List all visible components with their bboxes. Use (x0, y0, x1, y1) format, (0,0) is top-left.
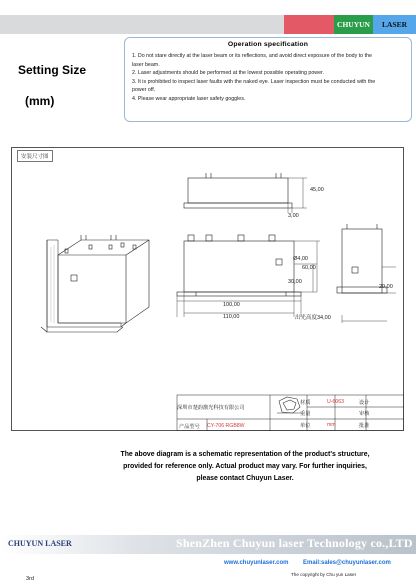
operation-spec-line: laser beam. (132, 61, 160, 68)
footer-brand: CHUYUN LASER (8, 539, 72, 548)
dim-100: 100,00 (223, 302, 240, 308)
footer-company: ShenZhen Chuyun laser Technology co.,LTD (176, 536, 413, 550)
operation-spec-line: 2. Laser adjustments should be performed at the lowest possible operating power. (132, 70, 324, 76)
operation-spec-line: power off. (132, 87, 156, 93)
title-block (177, 395, 404, 431)
disclaimer (100, 449, 390, 485)
operation-spec-list (132, 52, 408, 103)
material-label: 材质 (300, 400, 311, 406)
drawing-label: 安装尺寸图 (17, 150, 53, 162)
isometric-hatch (51, 245, 54, 323)
dim-3: 3,00 (288, 213, 299, 219)
header-brand-chuyun: CHUYUN (334, 15, 373, 34)
dim-4: Ø4,00 (293, 256, 308, 262)
operation-spec-line: 4. Please wear appropriate laser safety goggles. (132, 95, 246, 102)
disclaimer-line: The above diagram is a schematic representation of the product's structure, (120, 451, 370, 458)
dim-110: 110,00 (223, 314, 240, 320)
page-number: 3rd (26, 576, 34, 582)
footer-email-link[interactable]: Email:sales@chuyunlaser.com (303, 560, 391, 566)
header-red-tab (284, 15, 334, 34)
operation-spec-box (124, 37, 412, 122)
operation-spec-line: 3. It is prohibited to inspect laser faults with the naked eye. Laser inspection must be conducted with the (132, 78, 376, 85)
design-label: 设计 (359, 400, 370, 406)
operation-spec-line: 1. Do not stare directly at the laser beam or its reflections, and avoid direct exposure of the body to the (132, 53, 372, 59)
product-model-value: CY-706 RGB8W (207, 423, 245, 429)
product-model-label: 产品型号 (179, 424, 200, 430)
dim-45: 45,00 (310, 187, 324, 193)
dim-20: 20,00 (379, 284, 393, 290)
dimension-lines (177, 241, 387, 323)
operation-spec-title: Operation specification (227, 41, 309, 48)
setting-size-heading: Setting Size (18, 63, 87, 77)
isometric-view (41, 235, 149, 332)
disclaimer-line: provided for reference only. Actual product may vary. For further inquiries, (123, 463, 367, 470)
dim-60: 60,00 (302, 265, 316, 271)
unit-label: 单位 (300, 423, 311, 429)
side-view (337, 224, 396, 293)
technical-drawing (11, 147, 404, 431)
front-view (177, 235, 301, 296)
footer-website-link[interactable]: www.chuyunlaser.com (224, 560, 289, 566)
header-brand-laser: LASER (373, 15, 416, 34)
dim-34: 出光高度34,00 (295, 315, 331, 321)
top-view (184, 173, 307, 213)
disclaimer-line: please contact Chuyun Laser. (196, 475, 294, 482)
material-value: U-6063 (327, 399, 345, 405)
company-name: 深圳市楚韵激光科技有限公司 (177, 405, 245, 411)
footer-copyright: The copyright by Chu yun Laser (291, 572, 357, 577)
review-label: 审核 (359, 411, 370, 417)
approve-label: 批准 (359, 423, 370, 429)
unit-heading: (mm) (25, 94, 55, 108)
dim-30: 30,00 (288, 279, 302, 285)
weight-label: 重量 (300, 411, 311, 417)
unit-value: mm (327, 422, 336, 428)
